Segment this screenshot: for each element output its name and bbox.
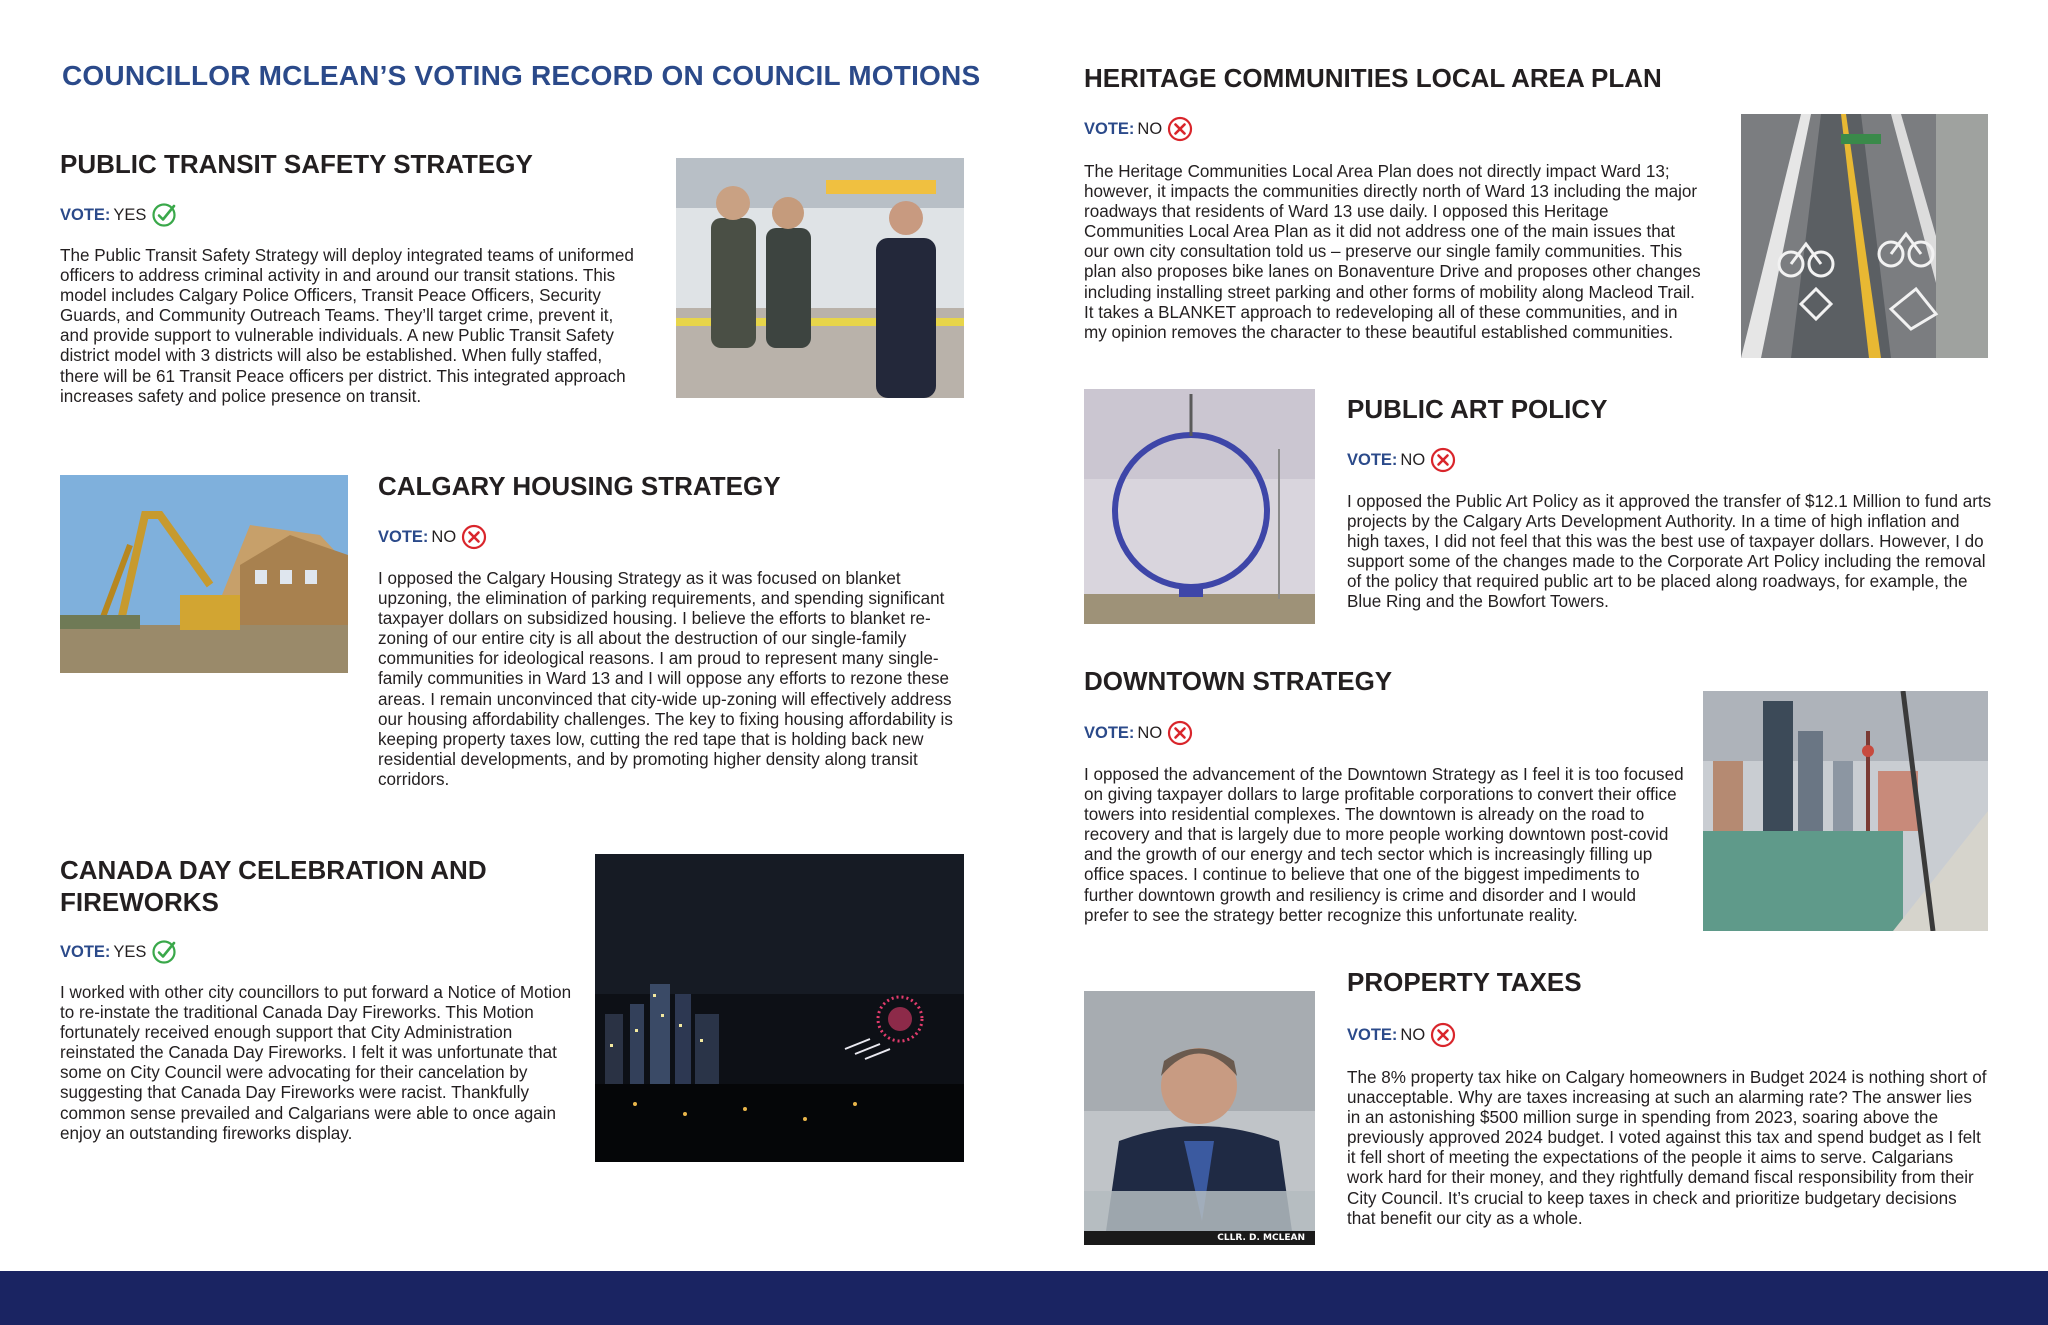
check-circle-icon [151, 939, 177, 965]
vote-value: YES [113, 942, 147, 961]
art-body: I opposed the Public Art Policy as it approved the transfer of $12.1 Million to fund arts projects by the Calgary Arts Development Authority. In a time of high inflation and high taxes, I did not feel that this was the best use of taxpayer dollars. However, I do support some of the changes made to the Corporate Art Policy including the removal of the policy that required public art to be placed along roadways, for example, the Blue Ring and the Bowfort Towers. [1347, 492, 1992, 612]
taxes-section-title: PROPERTY TAXES [1347, 967, 1582, 997]
vote-label: VOTE: [378, 527, 429, 546]
council-chamber-photo [1084, 991, 1315, 1245]
vote-label: VOTE: [1347, 450, 1398, 469]
vote-label: VOTE: [1347, 1025, 1398, 1044]
vote-value: NO [1400, 450, 1426, 469]
page-title: COUNCILLOR MCLEAN’S VOTING RECORD ON COUNCIL MOTIONS [62, 60, 981, 91]
x-circle-icon [1430, 447, 1456, 473]
canada-day-body: I worked with other city councillors to put forward a Notice of Motion to re-instate the traditional Canada Day Fireworks. This Motion fortunately received enough support that City Administration reinstated the Canada Day Fireworks. I felt it was unfortunate that some on City Council were advocating for their cancelation by suggesting that Canada Day Fireworks were racist. Thankfully common sense prevailed and Calgarians were able to once again enjoy an outstanding fireworks display. [60, 983, 572, 1143]
downtown-section-title: DOWNTOWN STRATEGY [1084, 666, 1393, 696]
housing-body: I opposed the Calgary Housing Strategy as it was focused on blanket upzoning, the elimination of parking requirements, and spending significant taxpayer dollars on subsidized housing. I believe the efforts to blanket re-zoning of our entire city is all about the destruction of our single-family communities for ideological reasons. I am proud to represent many single-family communities in Ward 13 and I will oppose any efforts to rezone these areas. I remain unconvinced that city-wide up-zoning will effectively address our housing affordability challenges. The key to fixing housing affordability is keeping property taxes low, cutting the red tape that is holding back new residential developments, and by promoting higher density along transit corridors. [378, 569, 953, 789]
vote-value: YES [113, 205, 147, 224]
canada-day-section-title-line2: FIREWORKS [60, 887, 219, 917]
heritage-body: The Heritage Communities Local Area Plan does not directly impact Ward 13; however, it impacts the communities directly north of Ward 13 including the major roadways that residents of Ward 13 use daily. I opposed this Heritage Communities Local Area Plan as it did not address one of the main issues that our own city consultation told us – preserve our single family communities. This plan also proposes bike lanes on Bonaventure Drive and proposes other changes including installing street parking and other forms of mobility along Macleod Trail. It takes a BLANKET approach to redeveloping all of these communities, and in my opinion removes the character to these beautiful established communities. [1084, 162, 1701, 342]
housing-vote [378, 524, 487, 550]
housing-construction-photo [60, 475, 348, 673]
art-vote [1347, 447, 1456, 473]
transit-section-title: PUBLIC TRANSIT SAFETY STRATEGY [60, 149, 533, 179]
vote-value: NO [1137, 119, 1163, 138]
canada-day-vote [60, 939, 177, 965]
check-circle-icon [151, 202, 177, 228]
downtown-vote [1084, 720, 1193, 746]
vote-label: VOTE: [1084, 119, 1135, 138]
x-circle-icon [1430, 1022, 1456, 1048]
bike-lane-photo [1741, 114, 1988, 358]
transit-body: The Public Transit Safety Strategy will deploy integrated teams of uniformed officers to address criminal activity in and around our transit stations. This model includes Calgary Police Officers, Transit Peace Officers, Security Guards, and Community Outreach Teams. They’ll target crime, prevent it, and provide support to vulnerable individuals. A new Public Transit Safety district model with 3 districts will also be established. When fully staffed, there will be 61 Transit Peace officers per district. This integrated approach increases safety and police presence on transit. [60, 246, 634, 406]
downtown-skyline-photo [1703, 691, 1988, 931]
vote-label: VOTE: [1084, 723, 1135, 742]
transit-officers-photo [676, 158, 964, 398]
photo-nameplate-label: CLLR. D. MCLEAN [1217, 1233, 1305, 1243]
footer-band [0, 1271, 2048, 1325]
x-circle-icon [1167, 720, 1193, 746]
downtown-body: I opposed the advancement of the Downtown Strategy as I feel it is too focused on giving taxpayer dollars to large profitable corporations to convert their office towers into residential complexes. The downtown is already on the road to recovery and that is largely due to more people working downtown post-covid and the growth of our energy and tech sector which is increasingly filling up office spaces. I continue to believe that one of the biggest impediments to further downtown growth and resiliency is crime and disorder and I would prefer to see the strategy better recognize this unfortunate reality. [1084, 765, 1684, 925]
housing-section-title: CALGARY HOUSING STRATEGY [378, 471, 781, 501]
vote-label: VOTE: [60, 942, 111, 961]
vote-value: NO [1137, 723, 1163, 742]
art-section-title: PUBLIC ART POLICY [1347, 394, 1608, 424]
heritage-section-title: HERITAGE COMMUNITIES LOCAL AREA PLAN [1084, 63, 1662, 93]
x-circle-icon [1167, 116, 1193, 142]
blue-ring-photo [1084, 389, 1315, 624]
vote-label: VOTE: [60, 205, 111, 224]
vote-value: NO [1400, 1025, 1426, 1044]
taxes-vote [1347, 1022, 1456, 1048]
transit-vote [60, 202, 177, 228]
taxes-body: The 8% property tax hike on Calgary homeowners in Budget 2024 is nothing short of unacceptable. Why are taxes increasing at such an alarming rate? The answer lies in an astonishing $500 million surge in spending from 2023, soaring above the previously approved 2024 budget. I voted against this tax and spend budget as I felt it fell short of meeting the expectations of the people it aims to serve. Calgarians work hard for their money, and they rightfully demand fiscal responsibility from their City Council. It’s crucial to keep taxes in check and prioritize budgetary decisions that benefit our city as a whole. [1347, 1068, 1987, 1228]
canada-day-section-title-line1: CANADA DAY CELEBRATION AND [60, 855, 487, 885]
heritage-vote [1084, 116, 1193, 142]
fireworks-skyline-photo [595, 854, 964, 1162]
x-circle-icon [461, 524, 487, 550]
vote-value: NO [431, 527, 457, 546]
